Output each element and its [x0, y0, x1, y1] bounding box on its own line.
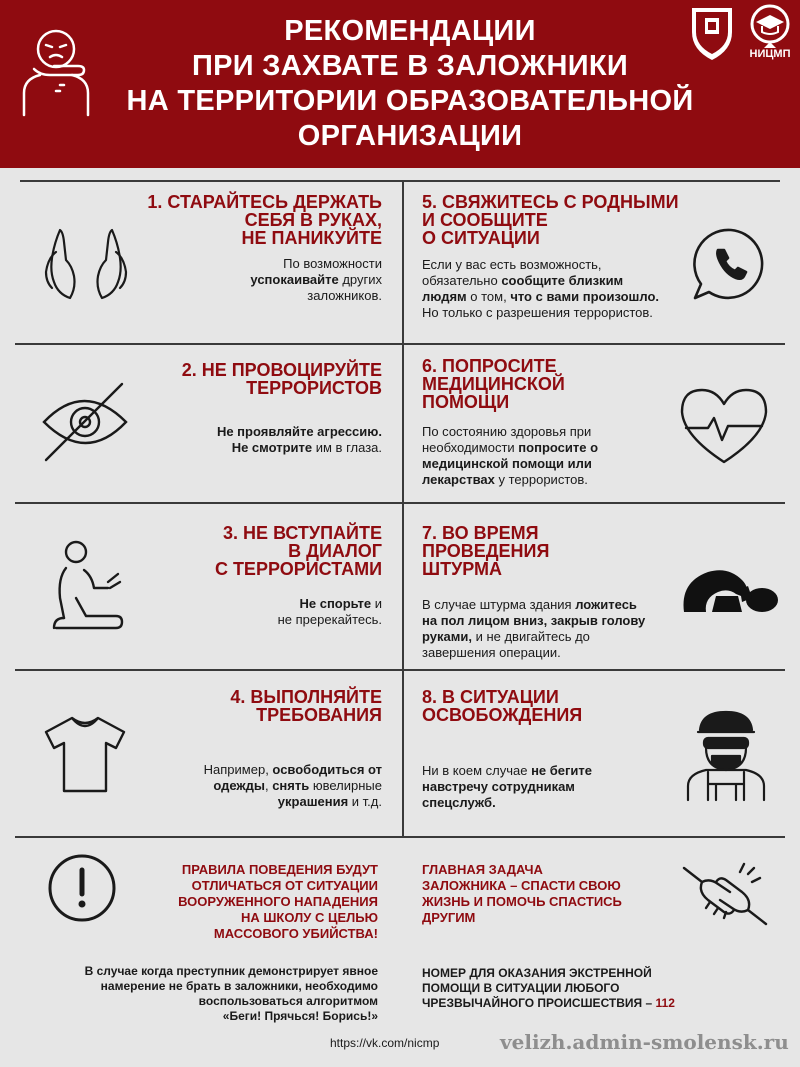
- tip-text-bold: Не спорьте: [299, 596, 372, 611]
- warning-line: ОТЛИЧАТЬСЯ ОТ СИТУАЦИИ: [191, 878, 378, 893]
- tip-text-span: ,: [264, 778, 273, 793]
- title-line: ПРИ ЗАХВАТЕ В ЗАЛОЖНИКИ: [191, 50, 629, 82]
- tip-text-span: о том,: [466, 289, 511, 304]
- title-line: РЕКОМЕНДАЦИИ: [284, 15, 536, 47]
- tip-text-span: и: [371, 596, 382, 611]
- tip-text-bold: на пол лицом вниз, закрыв голову: [422, 613, 646, 628]
- logo-text: НИЦМП: [749, 48, 791, 60]
- tip-text-bold: Не проявляйте агрессию.: [216, 424, 382, 439]
- tip-text-line: [80, 794, 382, 810]
- divider: [402, 180, 404, 836]
- tip-title-line: 5. СВЯЖИТЕСЬ С РОДНЫМИ: [422, 192, 679, 212]
- warning-line: МАССОВОГО УБИЙСТВА!: [213, 926, 378, 941]
- emergency-line-text: ЧРЕЗВЫЧАЙНОГО ПРОИСШЕСТВИЯ –: [422, 996, 656, 1010]
- tip-text-bold: лекарствах: [422, 472, 495, 487]
- hands-icon: [38, 222, 134, 304]
- divider: [15, 836, 785, 838]
- tip-text-line: По возможности: [283, 256, 382, 271]
- lying-person-icon: [680, 566, 780, 616]
- tip-text-line: не пререкайтесь.: [277, 612, 382, 627]
- tip-text-bold: медицинской помощи или: [422, 456, 592, 471]
- tip-title-line: О СИТУАЦИИ: [422, 228, 540, 248]
- logo-cap-icon: [744, 4, 796, 48]
- tip-title-line: ТРЕБОВАНИЯ: [256, 705, 382, 725]
- goal-line: ЗАЛОЖНИКА – СПАСТИ СВОЮ: [422, 878, 621, 893]
- emblem-icon: [688, 4, 736, 62]
- tip-text-bold: навстречу сотрудникам: [422, 779, 575, 794]
- emergency-number: 112: [655, 996, 675, 1010]
- helping-hands-icon: [680, 858, 770, 934]
- tip-text-bold: украшения: [277, 794, 349, 809]
- emergency-line: ПОМОЩИ В СИТУАЦИИ ЛЮБОГО: [422, 981, 620, 995]
- tip-text-span: обязательно: [422, 273, 502, 288]
- tip-text-span: В случае штурма здания: [422, 597, 576, 612]
- algorithm-note: [20, 964, 378, 1024]
- tip-title-line: 2. НЕ ПРОВОЦИРУЙТЕ: [181, 360, 382, 380]
- tip-title-line: В ДИАЛОГ: [288, 541, 382, 561]
- algorithm-line: «Беги! Прячься! Борись!»: [222, 1009, 378, 1023]
- tip-text-span: у террористов.: [494, 472, 588, 487]
- tip-text-span: необходимости: [422, 440, 519, 455]
- tip-text-bold: попросите о: [518, 440, 599, 455]
- tip-text-span: ювелирные: [309, 778, 382, 793]
- divider: [15, 343, 785, 345]
- emergency-line: НОМЕР ДЛЯ ОКАЗАНИЯ ЭКСТРЕННОЙ: [422, 966, 652, 980]
- tip-title-line: ТЕРРОРИСТОВ: [246, 378, 382, 398]
- goal-line: ДРУГИМ: [422, 910, 476, 925]
- tip-text-bold: освободиться от: [272, 762, 382, 777]
- tip-text-bold: что с вами произошло.: [510, 289, 659, 304]
- tip-title-line: 7. ВО ВРЕМЯ: [422, 523, 539, 543]
- tip-text-bold: спецслужб.: [422, 795, 496, 810]
- tip-title-line: НЕ ПАНИКУЙТЕ: [241, 228, 382, 248]
- warning-line: НА ШКОЛУ С ЦЕЛЬЮ: [240, 910, 378, 925]
- tip-text-line: Но только с разрешения террористов.: [422, 305, 653, 320]
- title-line: ОРГАНИЗАЦИИ: [297, 120, 523, 152]
- goal-line: ГЛАВНАЯ ЗАДАЧА: [422, 862, 543, 877]
- tip-text-span: им в глаза.: [312, 440, 382, 455]
- warning-line: ПРАВИЛА ПОВЕДЕНИЯ БУДУТ: [181, 862, 378, 877]
- divider: [15, 502, 785, 504]
- tip-text-line: заложников.: [307, 288, 382, 303]
- algorithm-line: намерение не брать в заложники, необходимо: [100, 979, 378, 993]
- tip-text-bold: людям: [422, 289, 467, 304]
- eye-crossed-icon: [40, 380, 130, 464]
- tip-title-line: 8. В СИТУАЦИИ: [422, 687, 559, 707]
- tip-text-bold: одежды: [213, 778, 265, 793]
- tip-text-span: и не двигайтесь до: [471, 629, 590, 644]
- tip-text-span: других: [338, 272, 382, 287]
- tip-text-bold: Не смотрите: [231, 440, 313, 455]
- tip-text-bold: снять: [272, 778, 310, 793]
- tip-title-line: СЕБЯ В РУКАХ,: [244, 210, 382, 230]
- tip-text-line: Если у вас есть возможность,: [422, 257, 602, 272]
- tip-text-line: [422, 629, 792, 645]
- tip-title-line: 3. НЕ ВСТУПАЙТЕ: [223, 523, 382, 543]
- exclamation-circle-icon: [46, 852, 118, 924]
- warning-note: [130, 862, 378, 942]
- tip-title-line: ПРОВЕДЕНИЯ: [422, 541, 550, 561]
- tip-text-bold: успокаивайте: [250, 272, 339, 287]
- phone-icon: [690, 224, 772, 306]
- tip-title-line: С ТЕРРОРИСТАМИ: [214, 559, 382, 579]
- tshirt-icon: [42, 714, 128, 794]
- tip-title-line: ШТУРМА: [422, 559, 503, 579]
- emergency-line: [422, 996, 762, 1011]
- tip-title-line: И СООБЩИТЕ: [422, 210, 548, 230]
- warning-line: ВООРУЖЕННОГО НАПАДЕНИЯ: [178, 894, 378, 909]
- watermark: velizh.admin-smolensk.ru: [500, 1030, 789, 1054]
- header-banner: [0, 0, 800, 168]
- goal-line: ЖИЗНЬ И ПОМОЧЬ СПАСТИСЬ: [422, 894, 622, 909]
- tip-title-line: 6. ПОПРОСИТЕ: [422, 356, 557, 376]
- tip-text-line: По состоянию здоровья при: [422, 424, 592, 439]
- stressed-person-icon: [20, 25, 100, 117]
- tip-title-line: ПОМОЩИ: [422, 392, 510, 412]
- nicmp-logo: [744, 4, 796, 68]
- heartbeat-icon: [678, 386, 770, 468]
- tip-text-line: [422, 472, 792, 488]
- tip-text-bold: сообщите близким: [501, 273, 624, 288]
- kneeling-person-icon: [50, 538, 130, 634]
- tip-text-bold: руками,: [422, 629, 472, 644]
- vk-link[interactable]: https://vk.com/nicmp: [330, 1036, 440, 1050]
- algorithm-line: В случае когда преступник демонстрирует явное: [84, 964, 378, 978]
- divider: [15, 669, 785, 671]
- tip-text-span: и т.д.: [348, 794, 382, 809]
- algorithm-line: воспользоваться алгоритмом: [198, 994, 378, 1008]
- tip-text-bold: ложитесь: [575, 597, 637, 612]
- tip-title-line: МЕДИЦИНСКОЙ: [422, 374, 565, 394]
- tip-title-line: 4. ВЫПОЛНЯЙТЕ: [230, 687, 382, 707]
- page-title: [100, 14, 720, 154]
- emergency-note: [422, 966, 762, 1011]
- tip-title-line: ОСВОБОЖДЕНИЯ: [422, 705, 583, 725]
- title-line: НА ТЕРРИТОРИИ ОБРАЗОВАТЕЛЬНОЙ: [126, 85, 694, 117]
- divider: [20, 180, 780, 182]
- tip-title-line: 1. СТАРАЙТЕСЬ ДЕРЖАТЬ: [147, 192, 382, 212]
- tip-text-bold: не бегите: [531, 763, 593, 778]
- goal-note: [422, 862, 682, 926]
- tip-text-span: Например,: [203, 762, 273, 777]
- tip-text-line: завершения операции.: [422, 645, 561, 660]
- soldier-icon: [684, 708, 768, 802]
- tip-text-span: Ни в коем случае: [422, 763, 532, 778]
